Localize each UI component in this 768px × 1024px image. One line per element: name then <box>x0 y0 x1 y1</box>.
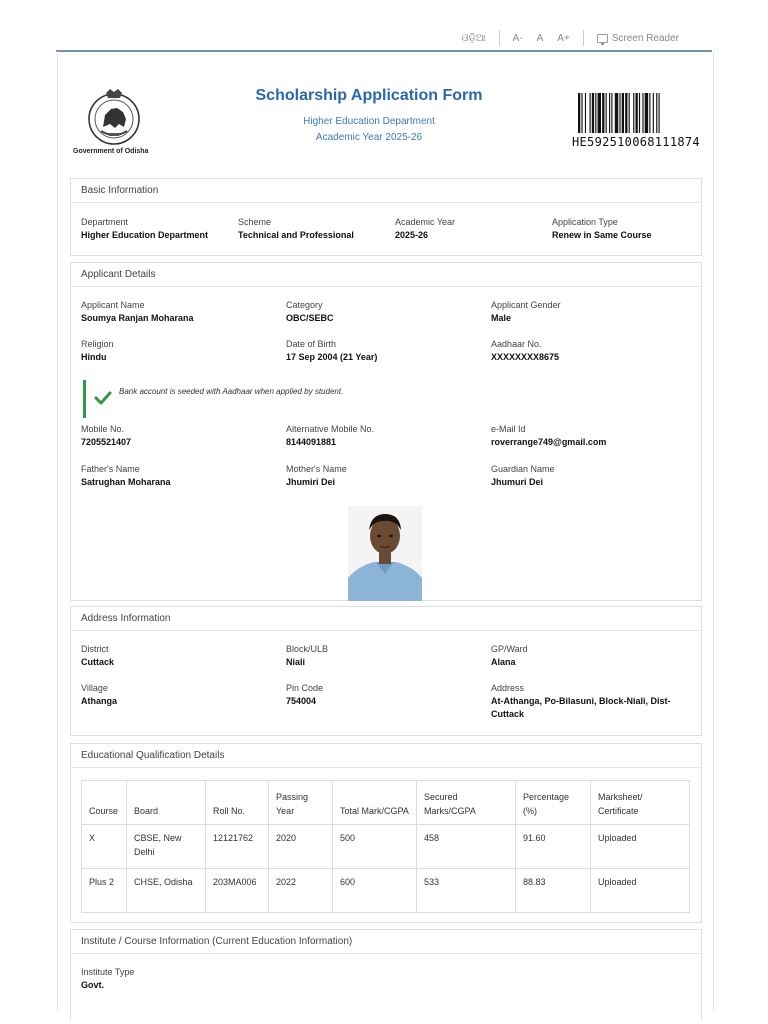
divider <box>71 767 701 768</box>
field-label: Address <box>491 683 525 693</box>
table-row <box>82 869 690 913</box>
department-field <box>81 216 208 242</box>
field-value: 7205521407 <box>81 437 132 447</box>
aadhaar-seeded-notice <box>83 378 383 420</box>
column-header: Total Mark/CGPA <box>333 781 417 825</box>
field-label: District <box>81 644 109 654</box>
divider <box>71 630 701 631</box>
check-icon <box>93 388 113 408</box>
table-cell: Uploaded <box>591 825 690 869</box>
gender-field <box>491 299 561 325</box>
field-value: 17 Sep 2004 (21 Year) <box>286 352 378 362</box>
field-label: Mobile No. <box>81 424 125 434</box>
department-subtitle: Higher Education Department <box>303 116 435 127</box>
field-label: Institute Type <box>81 967 135 977</box>
field-label: GP/Ward <box>491 644 528 654</box>
block-field <box>286 643 328 669</box>
field-value: Govt. <box>81 980 105 990</box>
barcode-icon <box>578 93 698 133</box>
table-cell: 600 <box>333 869 417 913</box>
field-label: Guardian Name <box>491 464 555 474</box>
divider <box>499 30 500 46</box>
field-label: Academic Year <box>395 217 456 227</box>
table-cell: X <box>82 825 127 869</box>
form-title: Scholarship Application Form <box>255 87 483 104</box>
section-title: Institute / Course Information (Current Education Information) <box>81 936 353 947</box>
section-title: Basic Information <box>81 185 159 196</box>
applicant-photo <box>348 506 422 601</box>
field-label: Application Type <box>552 217 618 227</box>
field-value: XXXXXXXX8675 <box>491 352 560 362</box>
font-normal-button[interactable]: A <box>536 32 544 44</box>
field-label: Religion <box>81 339 114 349</box>
monitor-icon <box>597 34 608 43</box>
field-label: Pin Code <box>286 683 324 693</box>
field-value: Athanga <box>81 696 117 706</box>
mother-name-field <box>286 463 347 489</box>
field-value: Renew in Same Course <box>552 230 652 240</box>
applicant-name-field <box>81 299 194 325</box>
field-label: Department <box>81 217 129 227</box>
divider <box>71 286 701 287</box>
screen-reader-link[interactable] <box>597 33 679 44</box>
seeded-message: Bank account is seeded with Aadhaar when applied by student. <box>119 387 344 396</box>
application-id: HE592510068111874 <box>572 135 700 149</box>
father-name-field <box>81 463 171 489</box>
educational-qualification-section <box>70 743 702 923</box>
table-cell: 458 <box>417 825 516 869</box>
column-header: Percentage (%) <box>516 781 591 825</box>
mobile-field <box>81 423 131 449</box>
village-field <box>81 682 117 708</box>
table-cell: 533 <box>417 869 516 913</box>
column-header: Roll No. <box>206 781 269 825</box>
scheme-field <box>238 216 354 242</box>
field-label: Category <box>286 300 323 310</box>
application-type-field <box>552 216 652 242</box>
field-value: OBC/SEBC <box>286 313 334 323</box>
field-value: Alana <box>491 657 516 667</box>
field-value: 8144091881 <box>286 437 337 447</box>
dob-field <box>286 338 377 364</box>
screen-reader-label: Screen Reader <box>611 32 679 44</box>
field-value: Technical and Professional <box>238 230 354 240</box>
field-value: Male <box>491 313 512 323</box>
field-value: Hindu <box>81 352 107 362</box>
guardian-name-field <box>491 463 555 489</box>
table-cell: 500 <box>333 825 417 869</box>
accessibility-bar <box>56 22 712 52</box>
field-label: Applicant Name <box>81 300 145 310</box>
table-header-row <box>82 781 690 825</box>
email-field <box>491 423 606 449</box>
religion-field <box>81 338 114 364</box>
category-field <box>286 299 334 325</box>
district-field <box>81 643 114 669</box>
notice-bar <box>83 380 86 418</box>
divider <box>583 30 584 46</box>
field-value: Niali <box>286 657 306 667</box>
aadhaar-field <box>491 338 559 364</box>
pin-code-field <box>286 682 323 708</box>
gp-ward-field <box>491 643 528 669</box>
field-value: Jhumiri Dei <box>286 477 336 487</box>
qualification-table <box>81 780 690 913</box>
section-title: Applicant Details <box>81 269 156 280</box>
section-title: Address Information <box>81 613 171 624</box>
field-value: Cuttack <box>491 709 525 719</box>
table-cell: 91.60 <box>516 825 591 869</box>
academic-year-subtitle: Academic Year 2025-26 <box>315 132 423 143</box>
field-value: 754004 <box>286 696 317 706</box>
table-cell: CBSE, New Delhi <box>127 825 206 869</box>
table-cell: 2022 <box>269 869 333 913</box>
table-cell: CHSE, Odisha <box>127 869 206 913</box>
address-information-section <box>70 606 702 736</box>
font-decrease-button[interactable]: A- <box>512 32 523 44</box>
language-toggle[interactable]: ଓଡ଼ିଆ <box>461 32 486 44</box>
table-cell: Plus 2 <box>82 869 127 913</box>
academic-year-field <box>395 216 455 242</box>
field-label: Scheme <box>238 217 272 227</box>
field-value: Soumya Ranjan Moharana <box>81 313 194 323</box>
field-value: 2025-26 <box>395 230 429 240</box>
application-form-page <box>57 51 714 1011</box>
field-label: Applicant Gender <box>491 300 561 310</box>
field-label: Alternative Mobile No. <box>286 424 375 434</box>
table-cell: 88.83 <box>516 869 591 913</box>
institute-type-field <box>81 966 134 992</box>
font-increase-button[interactable]: A+ <box>557 32 570 44</box>
form-header <box>58 51 713 169</box>
table-cell: 203MA006 <box>206 869 269 913</box>
field-label: Aadhaar No. <box>491 339 542 349</box>
field-label: Father's Name <box>81 464 140 474</box>
field-label: e-Mail Id <box>491 424 526 434</box>
field-label: Village <box>81 683 108 693</box>
field-value: At-Athanga, Po-Bilasuni, Block-Niali, Dist- <box>491 696 671 706</box>
field-label: Date of Birth <box>286 339 337 349</box>
divider <box>71 202 701 203</box>
field-value: Higher Education Department <box>81 230 209 240</box>
field-label: Mother's Name <box>286 464 347 474</box>
divider <box>71 953 701 954</box>
applicant-details-section <box>70 262 702 601</box>
alt-mobile-field <box>286 423 374 449</box>
table-cell: 12121762 <box>206 825 269 869</box>
field-value: roverrange749@gmail.com <box>491 437 607 447</box>
field-value: Jhumuri Dei <box>491 477 544 487</box>
table-cell: 2020 <box>269 825 333 869</box>
column-header: Passing Year <box>269 781 333 825</box>
field-value: Satrughan Moharana <box>81 477 171 487</box>
column-header: Course <box>82 781 127 825</box>
address-field <box>491 682 691 721</box>
institute-information-section <box>70 929 702 1020</box>
basic-information-section <box>70 178 702 256</box>
field-label: Block/ULB <box>286 644 329 654</box>
column-header: Secured Marks/CGPA <box>417 781 516 825</box>
field-value: Cuttack <box>81 657 115 667</box>
column-header: Board <box>127 781 206 825</box>
table-row <box>82 825 690 869</box>
table-cell: Uploaded <box>591 869 690 913</box>
government-label: Government of Odisha <box>73 148 149 155</box>
column-header: Marksheet/ Certificate <box>591 781 690 825</box>
section-title: Educational Qualification Details <box>81 750 225 761</box>
